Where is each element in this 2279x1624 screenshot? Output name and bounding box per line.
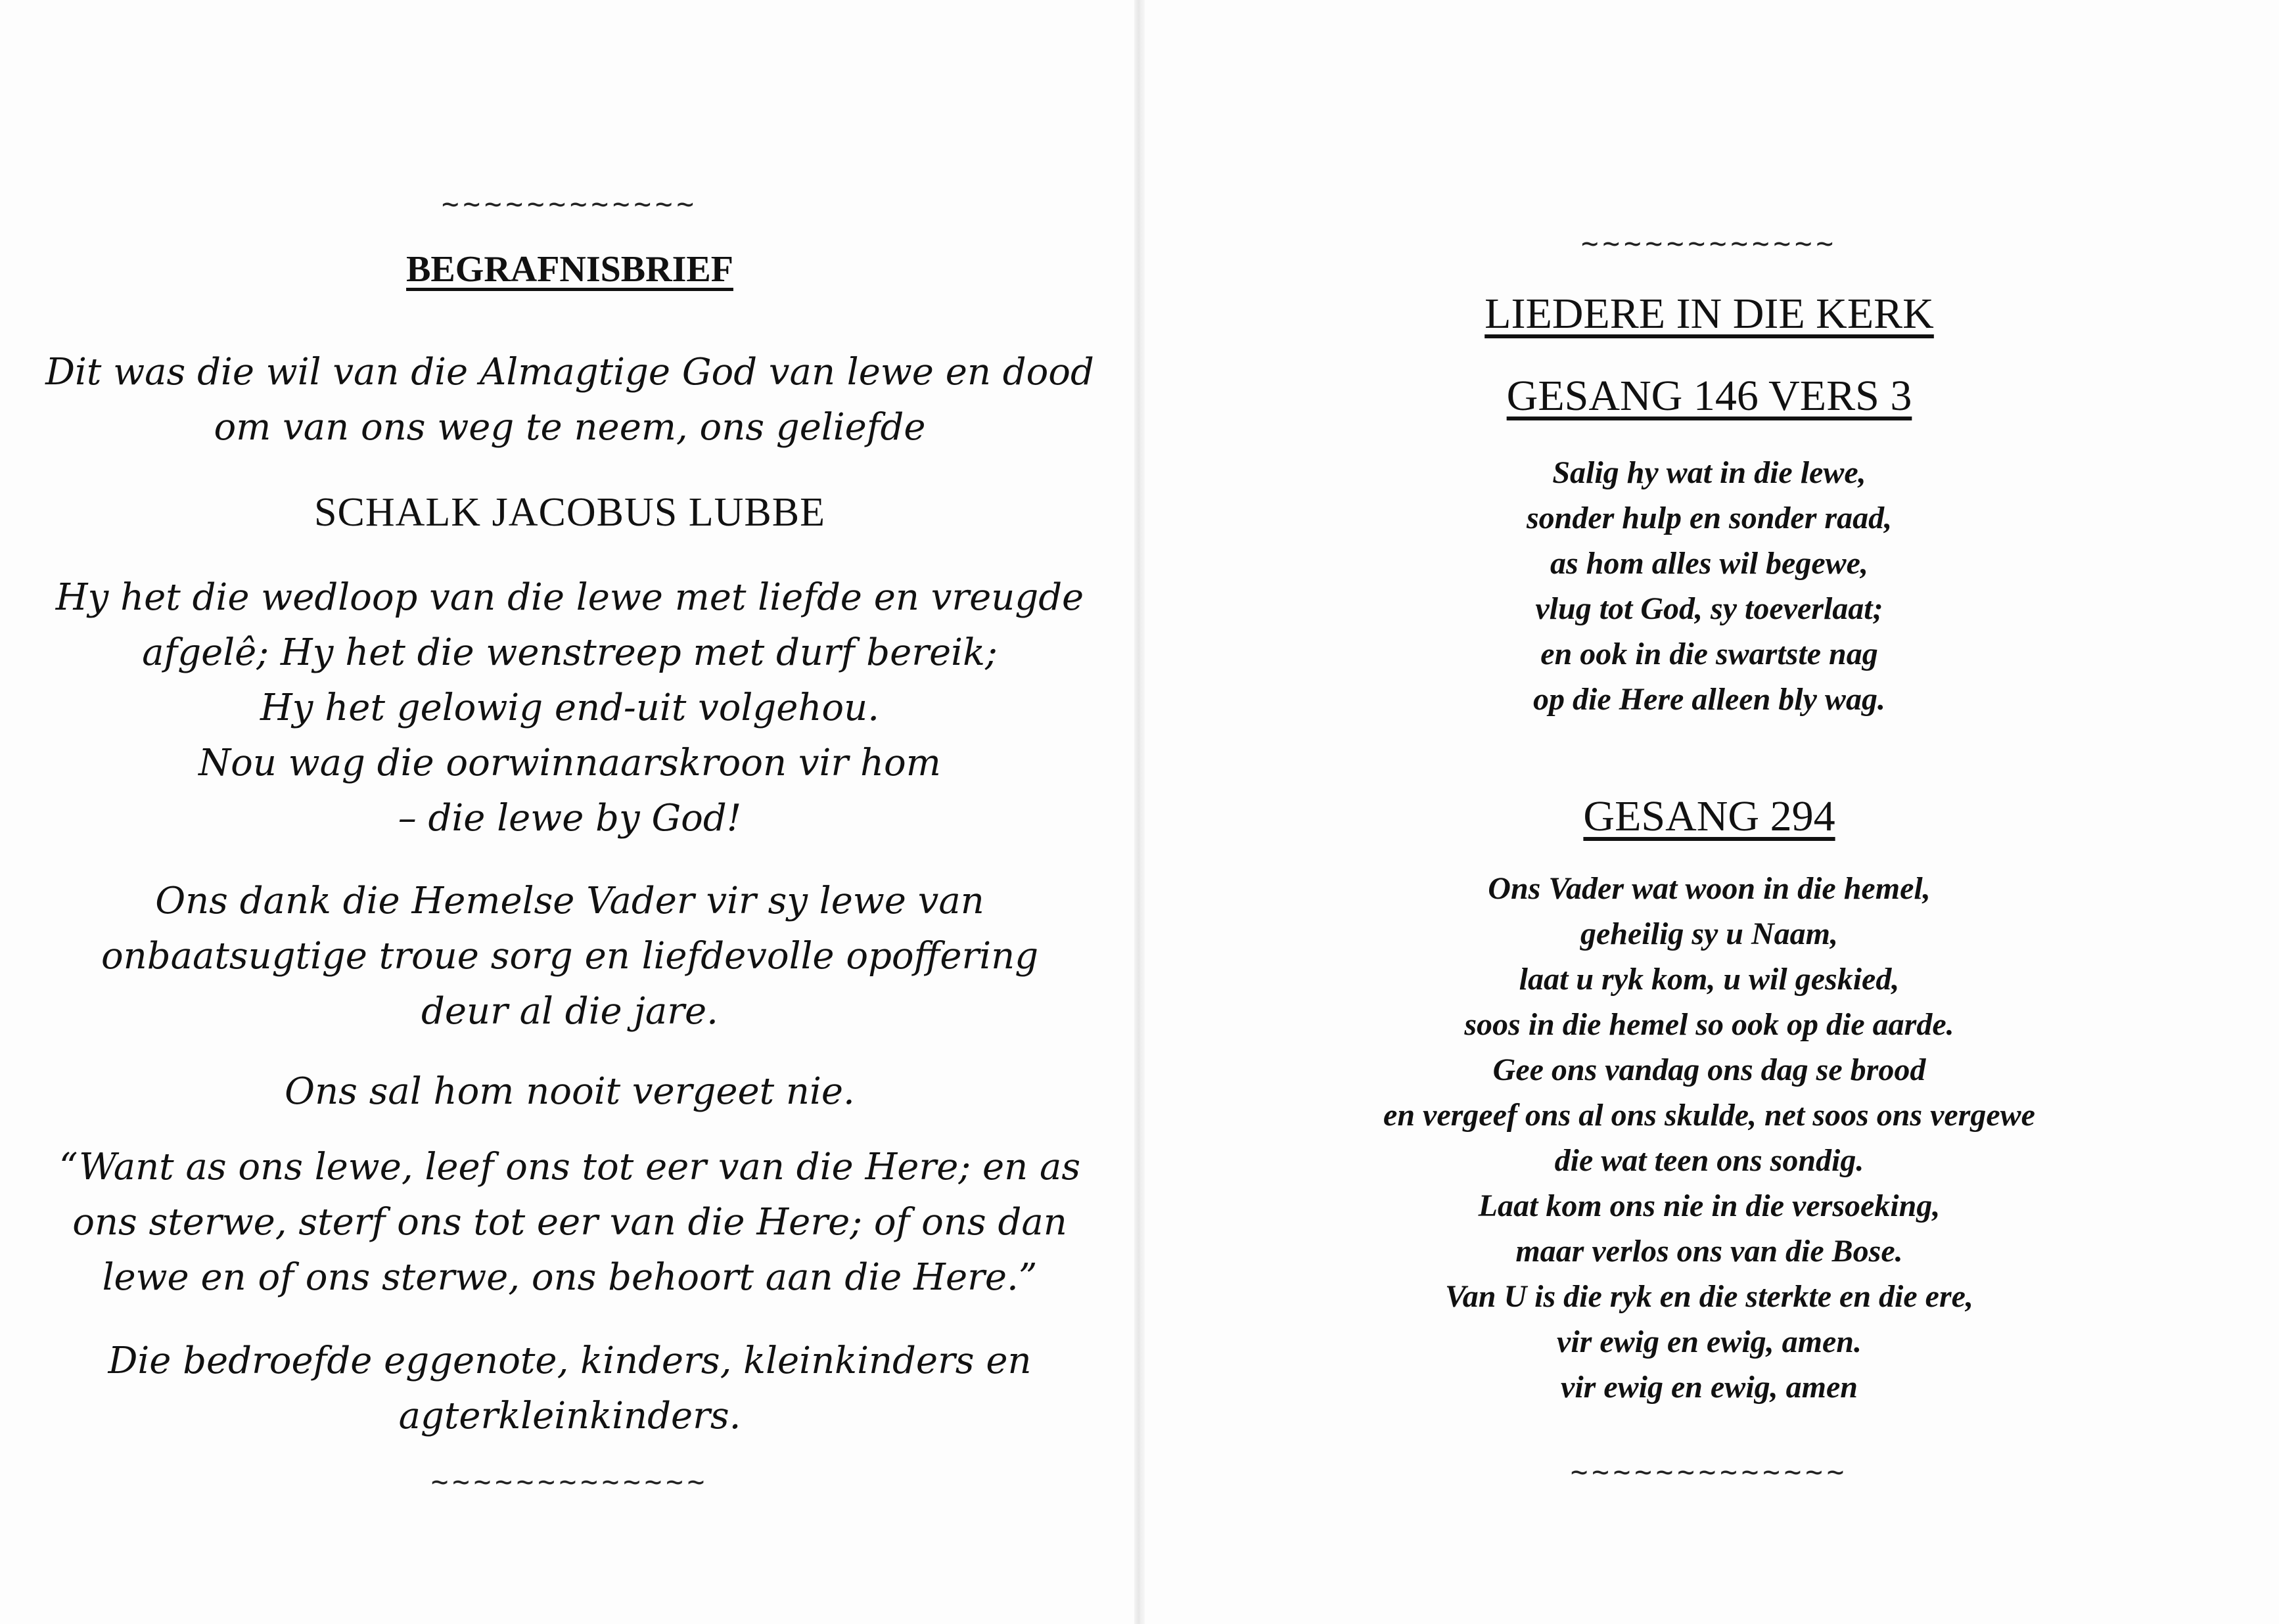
hymn-2-heading: GESANG 294: [1583, 792, 1835, 840]
scripture-quote: “Want as ons lewe, leef ons tot eer van die Here; en as ons sterwe, sterf ons tot eer van die Here; of ons dan lewe en of ons sterwe, ons behoort aan die Here.”: [58, 1146, 1081, 1299]
page-title-liedere: LIEDERE IN DIE KERK: [1485, 290, 1934, 338]
tribute-paragraph: Hy het die wedloop van die lewe met liefde en vreugde afgelê; Hy het die wenstreep met durf bereik; Hy het gelowig end-uit volgehou. Nou wag die oorwinnaarskroon vir hom – die lewe by God!: [55, 576, 1084, 840]
intro-text: Dit was die wil van die Almagtige God van lewe en dood om van ons weg te neem, ons geliefde: [45, 351, 1094, 449]
hymn-1-heading: GESANG 146 VERS 3: [1506, 372, 1912, 420]
top-ornament-right: ~~~~~~~~~~~~: [1581, 227, 1837, 260]
top-ornament-left: ~~~~~~~~~~~~: [442, 187, 698, 221]
bottom-ornament-right: ~~~~~~~~~~~~~: [1570, 1455, 1849, 1489]
thanks-paragraph: Ons dank die Hemelse Vader vir sy lewe van onbaatsugtige troue sorg en liefdevolle opoffering deur al die jare.: [101, 880, 1039, 1033]
hymn-1-lyrics: Salig hy wat in die lewe, sonder hulp en sonder raad, as hom alles wil begewe, vlug tot God, sy toeverlaat; en ook in die swartste nag op die Here alleen bly wag.: [1526, 455, 1893, 717]
family-signoff: Die bedroefde eggenote, kinders, kleinkinders en agterkleinkinders.: [108, 1340, 1032, 1437]
deceased-name: SCHALK JACOBUS LUBBE: [314, 490, 825, 535]
page-title-begrafnisbrief: BEGRAFNISBRIEF: [406, 249, 733, 290]
right-column: [1140, 0, 2279, 1624]
remembrance-line: Ons sal hom nooit vergeet nie.: [285, 1070, 855, 1113]
bottom-ornament-left: ~~~~~~~~~~~~~: [430, 1465, 709, 1499]
hymn-2-lyrics: Ons Vader wat woon in die hemel, geheilig sy u Naam, laat u ryk kom, u wil geskied, soos in die hemel so ook op die aarde. Gee ons vandag ons dag se brood en vergeef ons al ons skulde, net soos ons vergewe die wat teen ons sondig. Laat kom ons nie in die versoeking, maar verlos ons van die Bose. Van U is die ryk en die sterkte en die ere, vir ewig en ewig, amen. vir ewig en ewig, amen: [1383, 871, 2035, 1405]
